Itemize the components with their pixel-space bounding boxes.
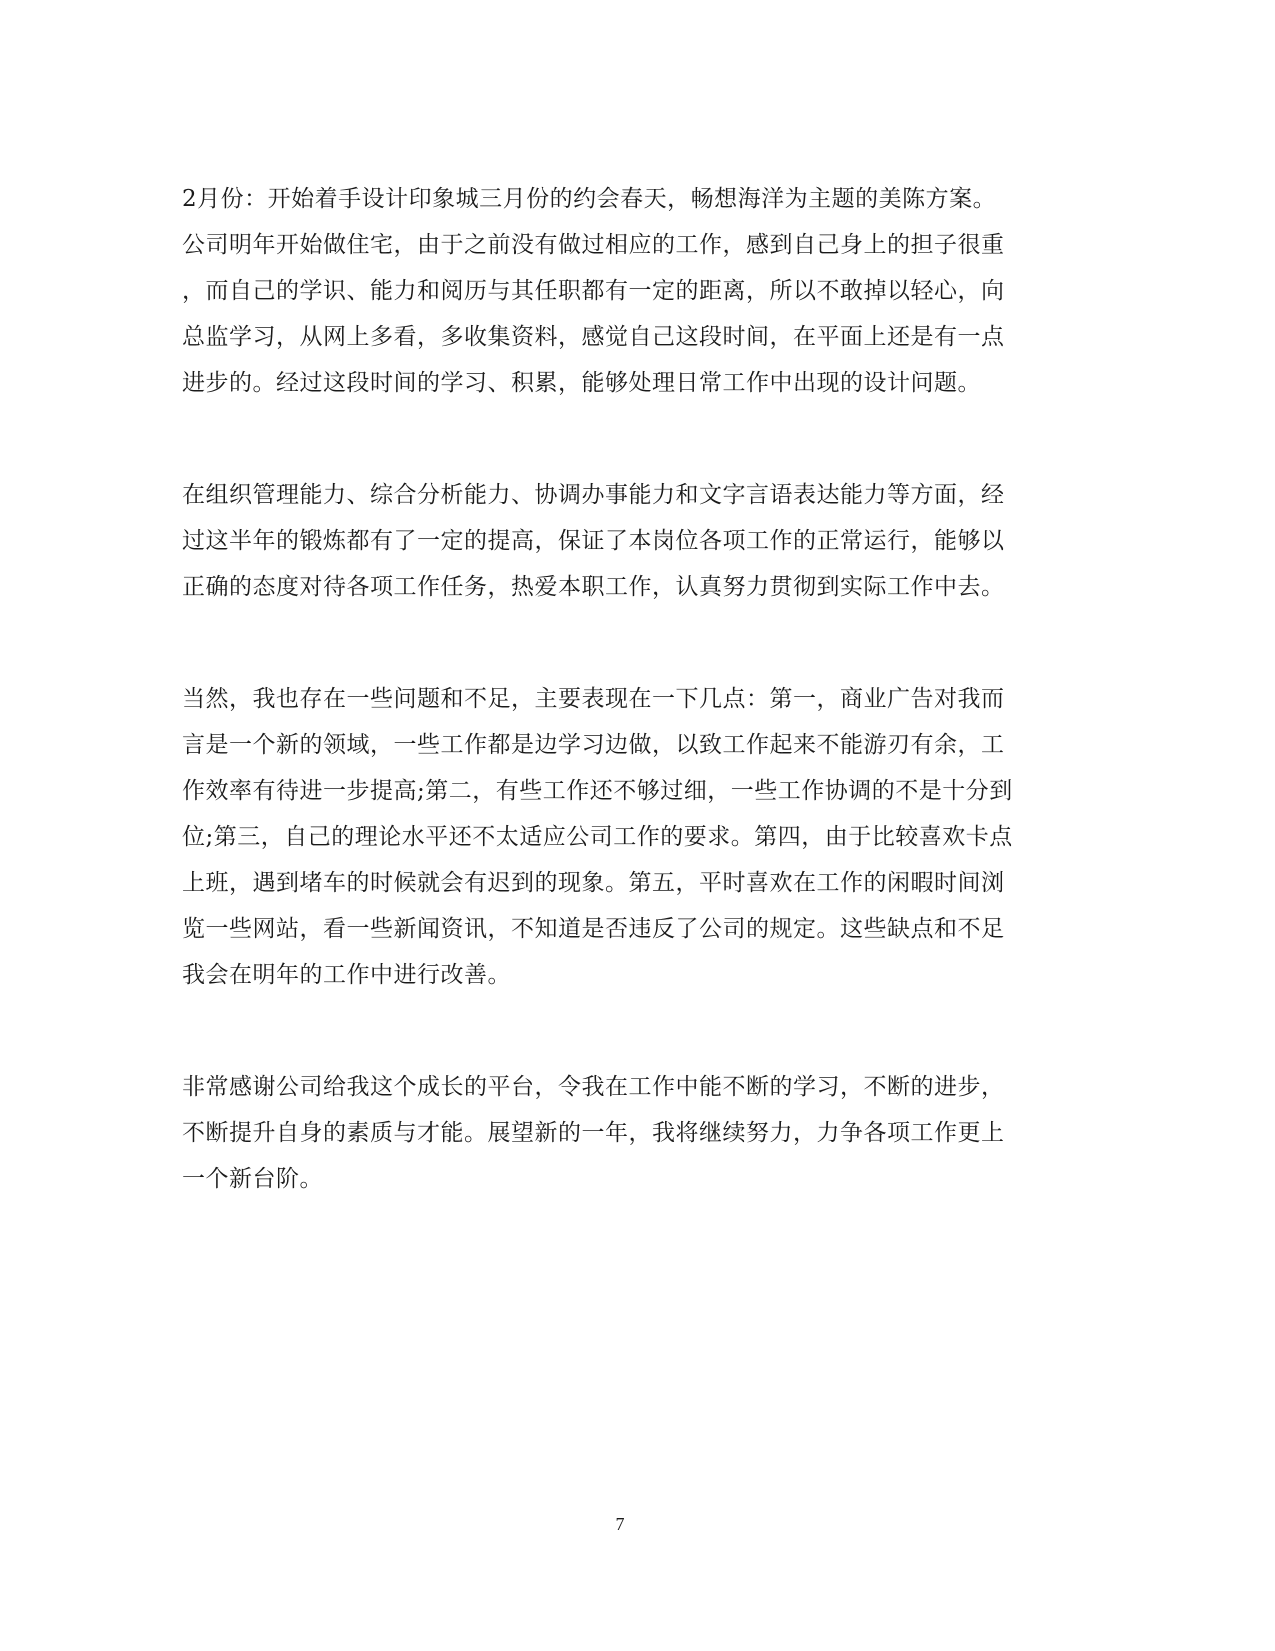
- paragraph-4-line-2: 不断提升自身的素质与才能。展望新的一年，我将继续努力，力争各项工作更上: [182, 1120, 1005, 1146]
- paragraph-2-line-1: 在组织管理能力、综合分析能力、协调办事能力和文字言语表达能力等方面，经: [182, 482, 1005, 508]
- paragraph-3-line-3: 作效率有待进一步提高;第二，有些工作还不够过细，一些工作协调的不是十分到: [182, 778, 1013, 804]
- page-number: 7: [615, 1514, 625, 1534]
- paragraph-1-line-1: 2月份：开始着手设计印象城三月份的约会春天，畅想海洋为主题的美陈方案。: [182, 186, 997, 212]
- paragraph-3-line-2: 言是一个新的领域，一些工作都是边学习边做，以致工作起来不能游刃有余，工: [182, 732, 1005, 758]
- paragraph-3-line-4: 位;第三，自己的理论水平还不太适应公司工作的要求。第四，由于比较喜欢卡点: [182, 824, 1013, 850]
- paragraph-1-line-2: 公司明年开始做住宅，由于之前没有做过相应的工作，感到自己身上的担子很重: [182, 232, 1005, 258]
- paragraph-2-line-2: 过这半年的锻炼都有了一定的提高，保证了本岗位各项工作的正常运行，能够以: [182, 528, 1005, 554]
- paragraph-3-line-5: 上班，遇到堵车的时候就会有迟到的现象。第五，平时喜欢在工作的闲暇时间浏: [182, 870, 1005, 896]
- paragraph-1-line-5: 进步的。经过这段时间的学习、积累，能够处理日常工作中出现的设计问题。: [182, 370, 981, 396]
- paragraph-3-line-6: 览一些网站，看一些新闻资讯，不知道是否违反了公司的规定。这些缺点和不足: [182, 916, 1005, 942]
- paragraph-4-line-3: 一个新台阶。: [182, 1166, 323, 1192]
- paragraph-2-line-3: 正确的态度对待各项工作任务，热爱本职工作，认真努力贯彻到实际工作中去。: [182, 574, 1005, 600]
- paragraph-3-line-7: 我会在明年的工作中进行改善。: [182, 962, 511, 988]
- paragraph-1-line-4: 总监学习，从网上多看，多收集资料，感觉自己这段时间，在平面上还是有一点: [182, 324, 1005, 350]
- paragraph-3-line-1: 当然，我也存在一些问题和不足，主要表现在一下几点：第一，商业广告对我而: [182, 686, 1005, 712]
- paragraph-1-line-3: ，而自己的学识、能力和阅历与其任职都有一定的距离，所以不敢掉以轻心，向: [182, 278, 1005, 304]
- paragraph-4-line-1: 非常感谢公司给我这个成长的平台，令我在工作中能不断的学习，不断的进步，: [182, 1074, 1005, 1100]
